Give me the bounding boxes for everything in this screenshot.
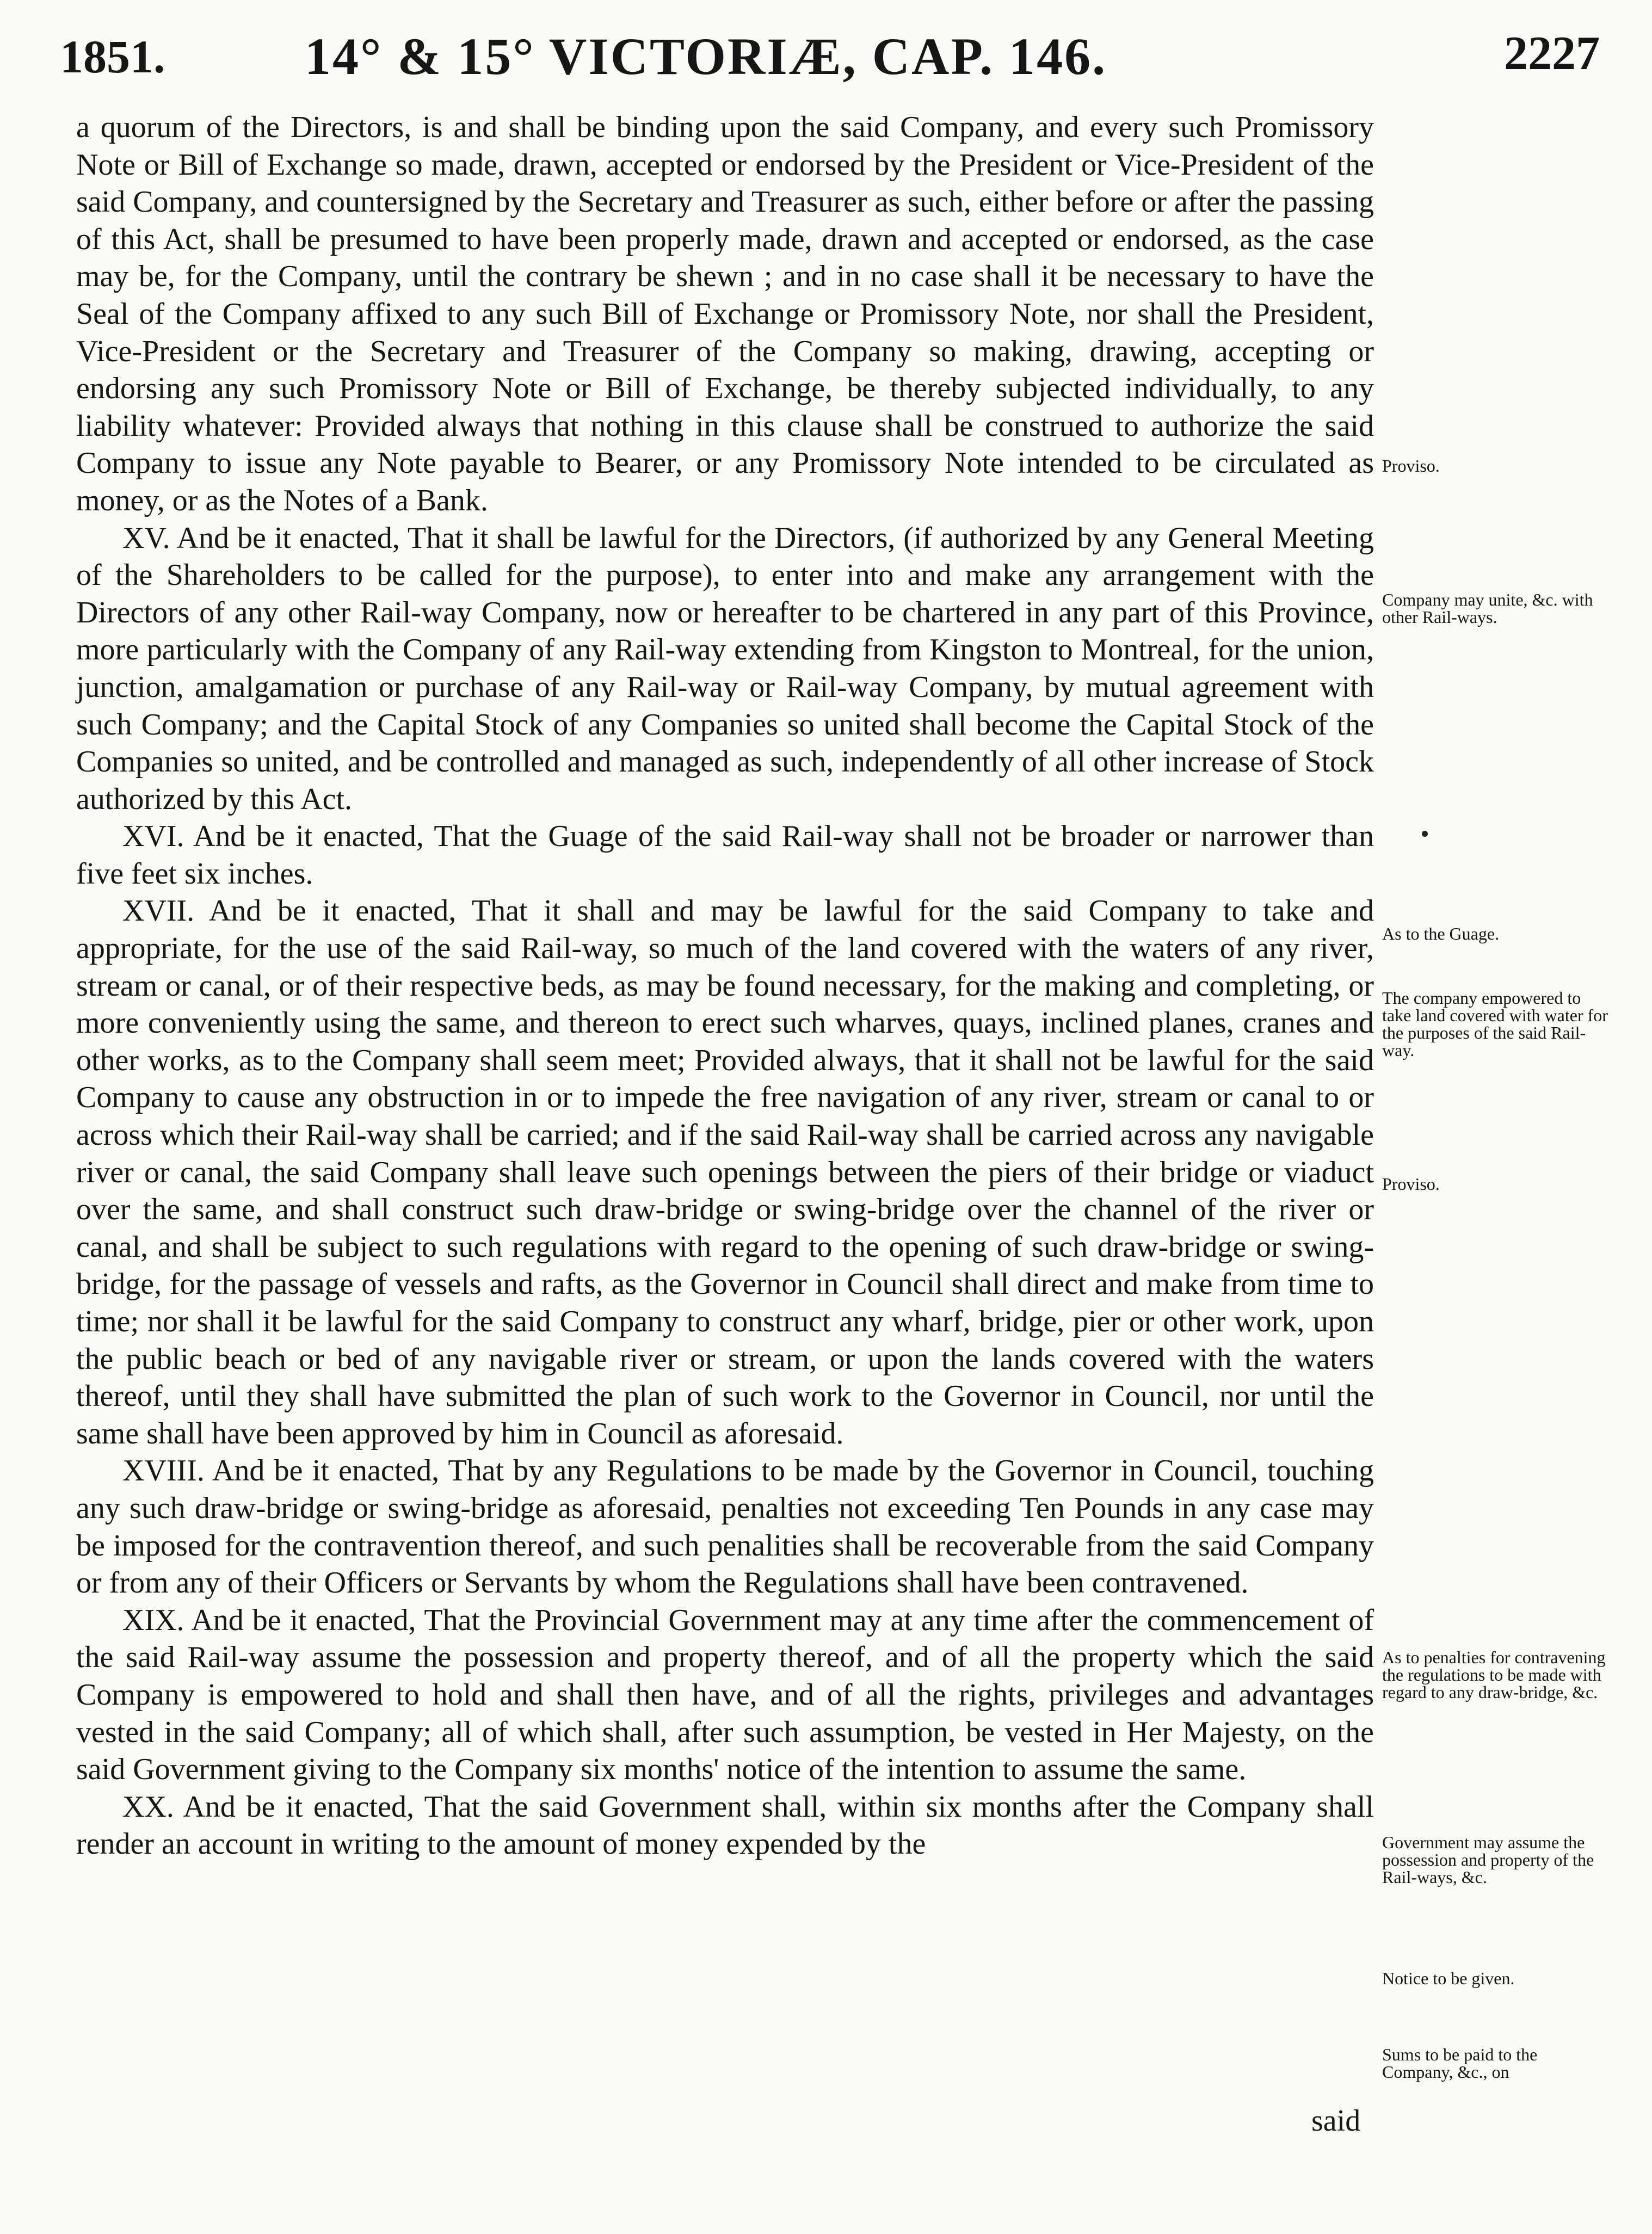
section-xvi: XVI. And be it enacted, That the Guage of the said Rail-way shall not be broader or narrower than five feet six inches. — [76, 819, 1374, 891]
section-xix: XIX. And be it enacted, That the Provincial Government may at any time after the commencement of the said Rail-way assume the possession and property thereof, and of all the property which the said Company is empowered to hold and shall then have, and of all the rights, privileges and advantages vested in the said Company; all of which shall, after such assumption, be vested in Her Majesty, on the said Government giving to the Company six months' notice of the intention to assume the same. — [76, 1603, 1374, 1787]
section-xx: XX. And be it enacted, That the said Government shall, within six months after the Company shall render an account in writing to the amount of money expended by the — [76, 1789, 1374, 1861]
margin-note-proviso-2: Proviso. — [1382, 1174, 1440, 1194]
margin-note-notice: Notice to be given. — [1382, 1968, 1515, 1988]
margin-note-proviso: Proviso. — [1382, 456, 1440, 476]
catchword: said — [1311, 2104, 1361, 2138]
header-title: 14° & 15° VICTORIÆ, CAP. 146. — [305, 27, 1107, 85]
section-xviii: XVIII. And be it enacted, That by any Regulations to be made by the Governor in Council, touching any such draw-bridge or swing-bridge as aforesaid, penalties not exceeding Ten Pounds in any case may be imposed for the contravention thereof, and such penalities shall be recoverable from the said Company or from any of their Officers or Servants by whom the Regulations shall have been contravened. — [76, 1454, 1374, 1600]
section-xvii: XVII. And be it enacted, That it shall and may be lawful for the said Company to take and appropriate, for the use of the said Rail-way, so much of the land covered with the waters of any river, stream or canal, or of their respective beds, as may be found necessary, for the making and completing, or more conveniently using the same, and thereon to erect such wharves, quays, inclined planes, cranes and other works, as to the Company shall seem meet; Provided always, that it shall not be lawful for the said Company to cause any obstruction in or to impede the free navigation of any river, stream or canal to or across which their Rail-way shall be carried; and if the said Rail-way shall be carried across any navigable river or canal, the said Company shall leave such openings between the piers of their bridge or viaduct over the same, and shall construct such draw-bridge or swing-bridge over the channel of the river or canal, and shall be subject to such regulations with regard to the opening of such draw-bridge or swing-bridge, for the passage of vessels and rafts, as the Governor in Council shall direct and make from time to time; nor shall it be lawful for the said Company to construct any wharf, bridge, pier or other work, upon the public beach or bed of any navigable river or stream, or upon the lands covered with the waters thereof, until they shall have submitted the plan of such work to the Governor in Council, nor until the same shall have been approved by him in Council as aforesaid. — [76, 894, 1374, 1451]
main-text — [76, 109, 1374, 1863]
margin-note-company-unite: Company may unite, &c. with other Rail-ways. — [1382, 590, 1593, 627]
page-number: 2227 — [1504, 27, 1600, 80]
header-year: 1851. — [60, 30, 165, 83]
margin-note-guage: As to the Guage. — [1382, 924, 1500, 943]
margin-note-sums: Sums to be paid to the Company, &c., on — [1382, 2045, 1538, 2082]
margin-note-take-land: The company empowered to take land covered with water for the purposes of the said Rail-way. — [1382, 988, 1608, 1060]
margin-note-government-assume: Government may assume the possession and property of the Rail-ways, &c. — [1382, 1832, 1594, 1887]
page-header — [60, 26, 1600, 91]
paragraph-continuation: a quorum of the Directors, is and shall be binding upon the said Company, and every such Promissory Note or Bill of Exchange so made, drawn, accepted or endorsed by the President or Vice-President of the said Company, and countersigned by the Secretary and Treasurer as such, either before or after the passing of this Act, shall be presumed to have been properly made, drawn and accepted or endorsed, as the case may be, for the Company, until the contrary be shewn ; and in no case shall it be necessary to have the Seal of the Company affixed to any such Bill of Exchange or Promissory Note, nor shall the President, Vice-President or the Secretary and Treasurer of the Company so making, drawing, accepting or endorsing any such Promissory Note or Bill of Exchange, be thereby subjected individually, to any liability whatever: Provided always that nothing in this clause shall be construed to authorize the said Company to issue any Note payable to Bearer, or any Promissory Note intended to be circulated as money, or as the Notes of a Bank. — [76, 110, 1374, 517]
ink-speck — [1422, 831, 1428, 837]
margin-note-penalties: As to penalties for contravening the regulations to be made with regard to any draw-bridge, &c. — [1382, 1647, 1606, 1702]
section-xv: XV. And be it enacted, That it shall be lawful for the Directors, (if authorized by any General Meeting of the Shareholders to be called for the purpose), to enter into and make any arrangement with the Directors of any other Rail-way Company, now or hereafter to be chartered in any part of this Province, more particularly with the Company of any Rail-way extending from Kingston to Montreal, for the union, junction, amalgamation or purchase of any Rail-way or Rail-way Company, by mutual agreement with such Company; and the Capital Stock of any Companies so united shall become the Capital Stock of the Companies so united, and be controlled and managed as such, independently of all other increase of Stock authorized by this Act. — [76, 521, 1374, 816]
